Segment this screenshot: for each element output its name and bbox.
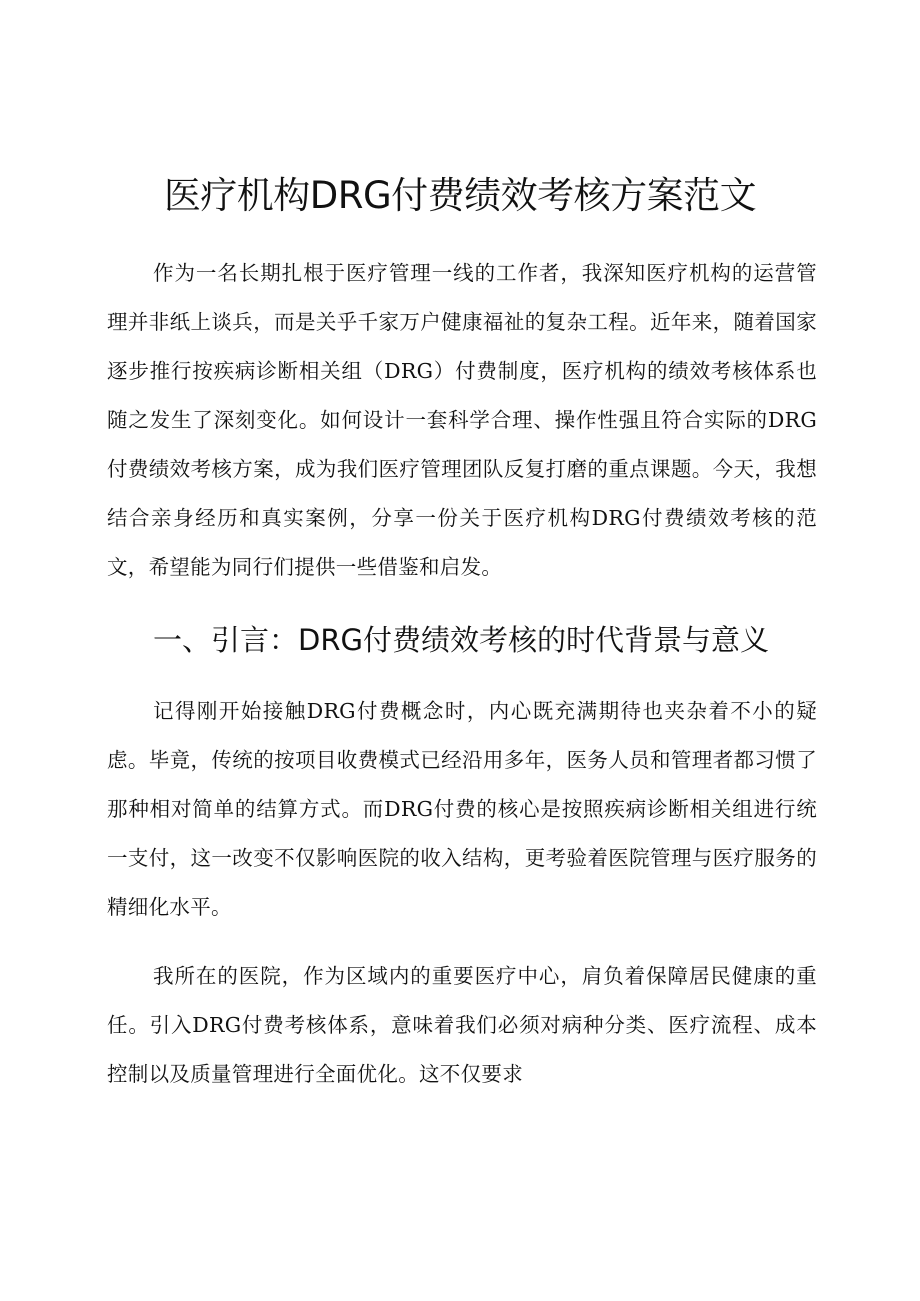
- section-paragraph-1: 记得刚开始接触DRG付费概念时，内心既充满期待也夹杂着不小的疑虑。毕竟，传统的按项目收费模式已经沿用多年，医务人员和管理者都习惯了那种相对简单的结算方式。而DRG付费的核心是按照疾病诊断相关组进行统一支付，这一改变不仅影响医院的收入结构，更考验着医院管理与医疗服务的精细化水平。: [107, 699, 817, 919]
- intro-paragraph: 作为一名长期扎根于医疗管理一线的工作者，我深知医疗机构的运营管理并非纸上谈兵，而是关乎千家万户健康福祉的复杂工程。近年来，随着国家逐步推行按疾病诊断相关组（DRG）付费制度，医疗机构的绩效考核体系也随之发生了深刻变化。如何设计一套科学合理、操作性强且符合实际的DRG付费绩效考核方案，成为我们医疗管理团队反复打磨的重点课题。今天，我想结合亲身经历和真实案例，分享一份关于医疗机构DRG付费绩效考核的范文，希望能为同行们提供一些借鉴和启发。: [107, 261, 817, 579]
- section-heading: 一、引言：DRG付费绩效考核的时代背景与意义: [153, 623, 769, 657]
- section-paragraph-2: 我所在的医院，作为区域内的重要医疗中心，肩负着保障居民健康的重任。引入DRG付费考核体系，意味着我们必须对病种分类、医疗流程、成本控制以及质量管理进行全面优化。这不仅要求: [107, 964, 817, 1086]
- document-title: 医疗机构DRG付费绩效考核方案范文: [163, 174, 757, 217]
